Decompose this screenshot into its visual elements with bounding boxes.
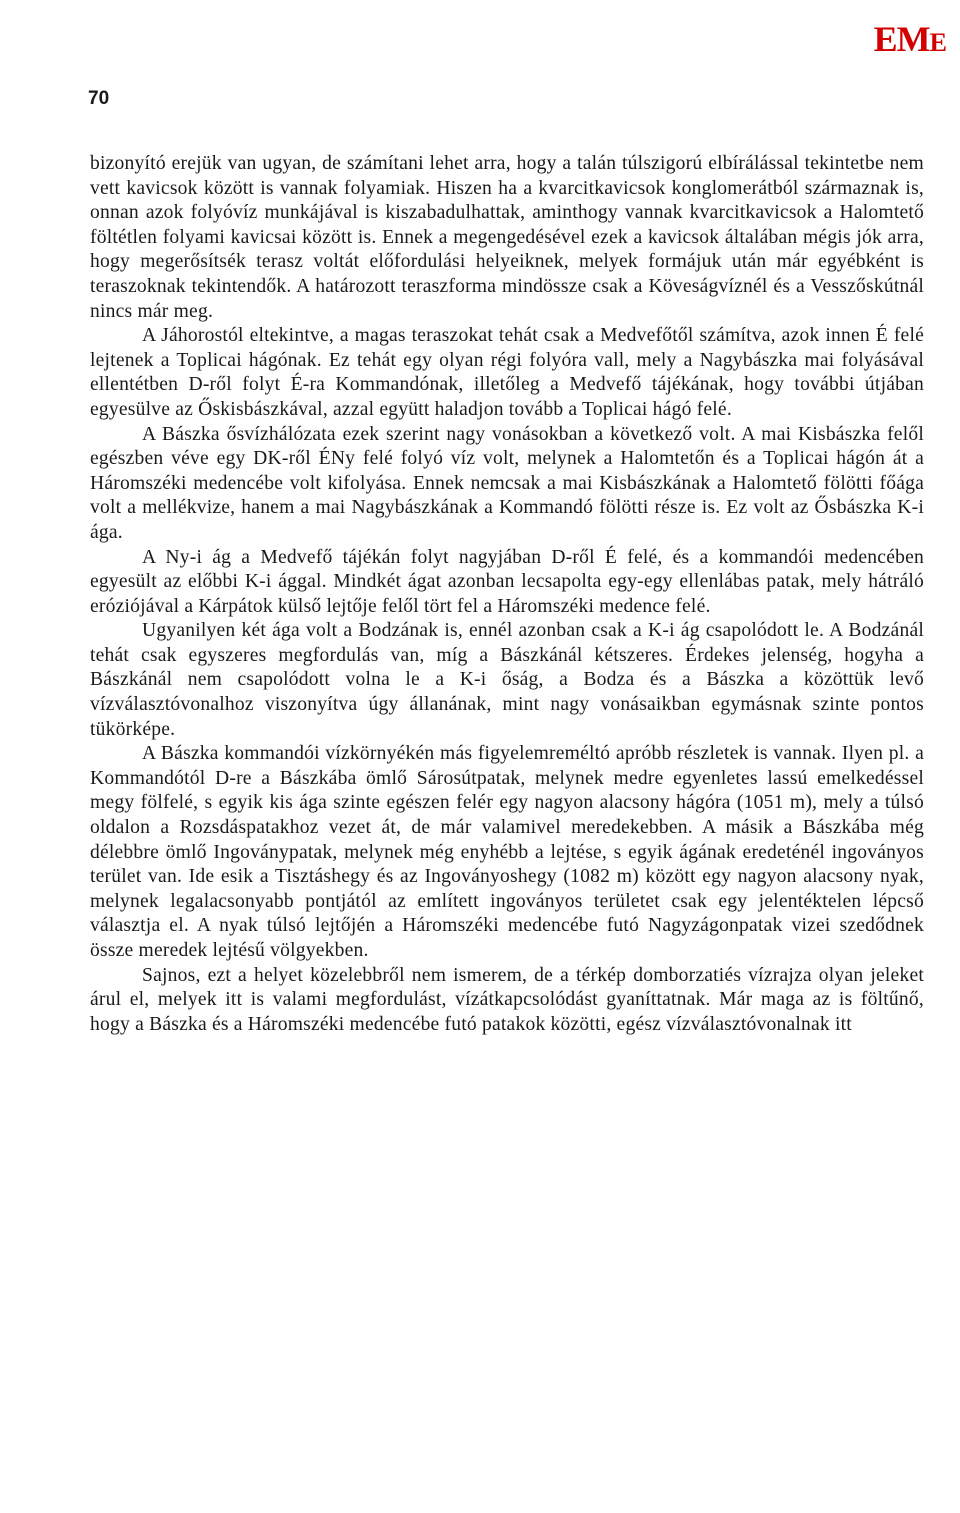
body-text <box>90 152 924 1037</box>
logo-main-text: EM <box>873 19 930 59</box>
paragraph: A Bászka kommandói vízkörnyékén más figyelemreméltó apróbb részletek is vannak. Ilyen pl. a Kommandótól D-re a Bászkába ömlő Sárosútpatak, melynek medre egyenletes lassú emelkedéssel megy fölfelé, s egyik kis ága szinte egészen felér egy nagyon alacsony hágóra (1051 m), mely a túlsó oldalon a Rozsdáspatakhoz vezet át, de már valamivel meredekebben. A másik a Bászkába még délebbre ömlő Ingoványpatak, melynek még enyhébb a lejtése, s egyik ágának eredeténél ingoványos terület van. Ide esik a Tisztáshegy és az Ingoványoshegy (1082 m) között egy nagyon alacsony nyak, melynek legalacsonyabb pontjától az említett ingoványos területet csak egy jelentéktelen lépcső választja el. A nyak túlsó lejtőjén a Háromszéki medencébe futó Nagyzágonpatak vizei szedődnek össze meredek lejtésű völgyekben. <box>90 743 924 961</box>
paragraph: Ugyanilyen két ága volt a Bodzának is, ennél azonban csak a K-i ág csapolódott le. A Bodzánál tehát csak egyszeres megfordulás van, míg a Bászkánál kétszeres. Érdekes jelenség, hogyha a Bászkánál nem csapolódott volna le a K-i őság, a Bodza és a Bászka a közöttük levő vízválasztóvonalhoz viszonyítva úgy állanának, mint nagy vonásaikban egymásnak szinte pontos tükörképe. <box>90 620 924 740</box>
logo-sub-text: E <box>929 28 946 57</box>
paragraph: bizonyító erejük van ugyan, de számítani lehet arra, hogy a talán túlszigorú elbírálással tekintetbe nem vett kavicsok között is vannak folyamiak. Hiszen ha a kvarcitkavicsok konglomerátból származnak is, onnan azok folyóvíz munkájával is kiszabadulhattak, aminthogy vannak kvarcitkavicsok a Halomtető föltétlen folyami kavicsai között is. Ennek a megengedésével ezek a kavicsok általában mégis jók arra, hogy megerősítsék terasz voltát előfordulási helyeiknek, melyek formájuk után már egyébként is teraszoknak tekintendők. A határozott teraszforma mindössze csak a Köveságvíznél és a Vesszőskútnál nincs már meg. <box>90 153 924 322</box>
paragraph: A Ny-i ág a Medvefő tájékán folyt nagyjában D-ről É felé, és a kommandói medencében egyesült az előbbi K-i ággal. Mindkét ágat azonban lecsapolta egy-egy ellenlábas patak, mely hátráló eróziójával a Kárpátok külső lejtője felől tört fel a Háromszéki medence felé. <box>90 546 924 617</box>
publisher-logo <box>874 18 946 60</box>
paragraph: Sajnos, ezt a helyet közelebbről nem ismerem, de a térkép domborzatiés vízrajza olyan jeleket árul el, melyek itt is valami megfordulást, vízátkapcsolódást gyaníttatnak. Már maga az is föltűnő, hogy a Bászka és a Háromszéki medencébe futó patakok közötti, egész vízválasztóvonalnak itt <box>90 964 924 1035</box>
paragraph: A Bászka ősvízhálózata ezek szerint nagy vonásokban a következő volt. A mai Kisbászka felől egészben véve egy DK-ről ÉNy felé folyó víz volt, melynek a Halomtetőn és a Toplicai hágón át a Háromszéki medencébe volt kifolyása. Ennek nemcsak a mai Kisbászkának a Halomtető fölötti főága volt a mellékvize, hanem a mai Nagybászkának a Kommandó fölötti része is. Ez volt az Ősbászka K-i ága. <box>90 423 924 543</box>
paragraph: A Jáhorostól eltekintve, a magas teraszokat tehát csak a Medvefőtől számítva, azok innen É felé lejtenek a Toplicai hágónak. Ez tehát egy olyan régi folyóra vall, mely a Nagybászka mai folyásával ellentétben D-ről folyt É-ra Kommandónak, illetőleg a Medvefő tájékának, hogy további útjában egyesülve az Őskisbászkával, azzal együtt haladjon tovább a Toplicai hágó felé. <box>90 325 924 420</box>
page-number: 70 <box>88 88 110 109</box>
